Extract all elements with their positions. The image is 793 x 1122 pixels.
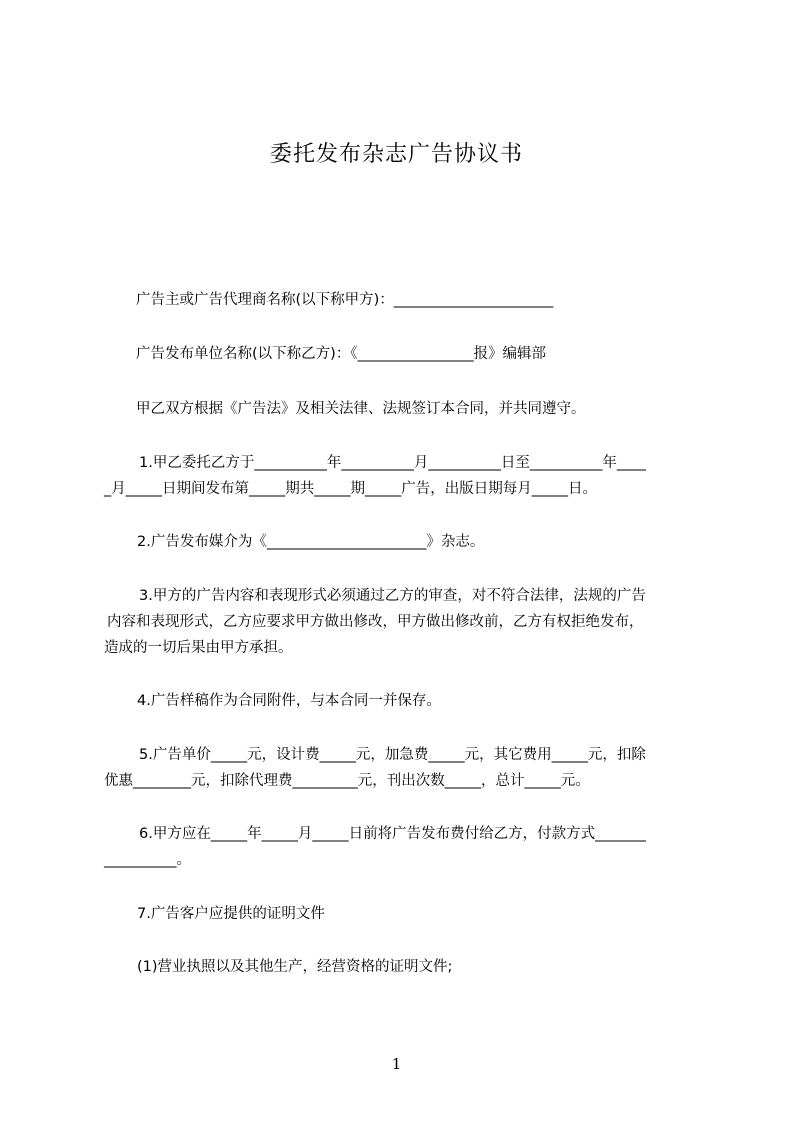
clause-5-line-2: 优惠________元，扣除代理费_________元，刊出次数_____，总计_____元。 [104, 773, 590, 789]
page-number: 1 [391, 1055, 402, 1073]
clause-6-line-1: 6.甲方应在_____年_____月_____日前将广告发布费付给乙方，付款方式_______ [139, 826, 646, 842]
clause-5-line-1: 5.广告单价_____元，设计费_____元，加急费_____元，其它费用_____元，扣除 [139, 747, 646, 763]
agreement-basis-paragraph: 甲乙双方根据《广告法》及相关法律、法规签订本合同，并共同遵守。 [136, 401, 586, 417]
clause-1-line-2: _月_____日期间发布第_____期共_____期_____广告，出版日期每月_____日。 [104, 481, 597, 497]
clause-3-line-3: 造成的一切后果由甲方承担。 [104, 640, 293, 656]
party-a-name-line: 广告主或广告代理商名称(以下称甲方)：______________________ [136, 292, 554, 308]
clause-1-line-1: 1.甲乙委托乙方于__________年__________月__________日至__________年____ [139, 455, 646, 471]
party-b-name-line: 广告发布单位名称(以下称乙方)：《________________报》编辑部 [136, 346, 547, 362]
clause-7-item-1: (1)营业执照以及其他生产，经营资格的证明文件; [137, 959, 453, 975]
clause-3-line-2: 内容和表现形式，乙方应要求甲方做出修改，甲方做出修改前，乙方有权拒绝发布， [107, 614, 644, 630]
clause-6-line-2: __________。 [104, 852, 191, 868]
clause-2: 2.广告发布媒介为《______________________》杂志。 [137, 534, 485, 550]
clause-4: 4.广告样稿作为合同附件，与本合同一并保存。 [137, 693, 441, 709]
clause-3-line-1: 3.甲方的广告内容和表现形式必须通过乙方的审查，对不符合法律，法规的广告 [139, 588, 646, 604]
clause-7-heading: 7.广告客户应提供的证明文件 [137, 906, 325, 922]
document-title: 委托发布杂志广告协议书 [269, 142, 523, 167]
